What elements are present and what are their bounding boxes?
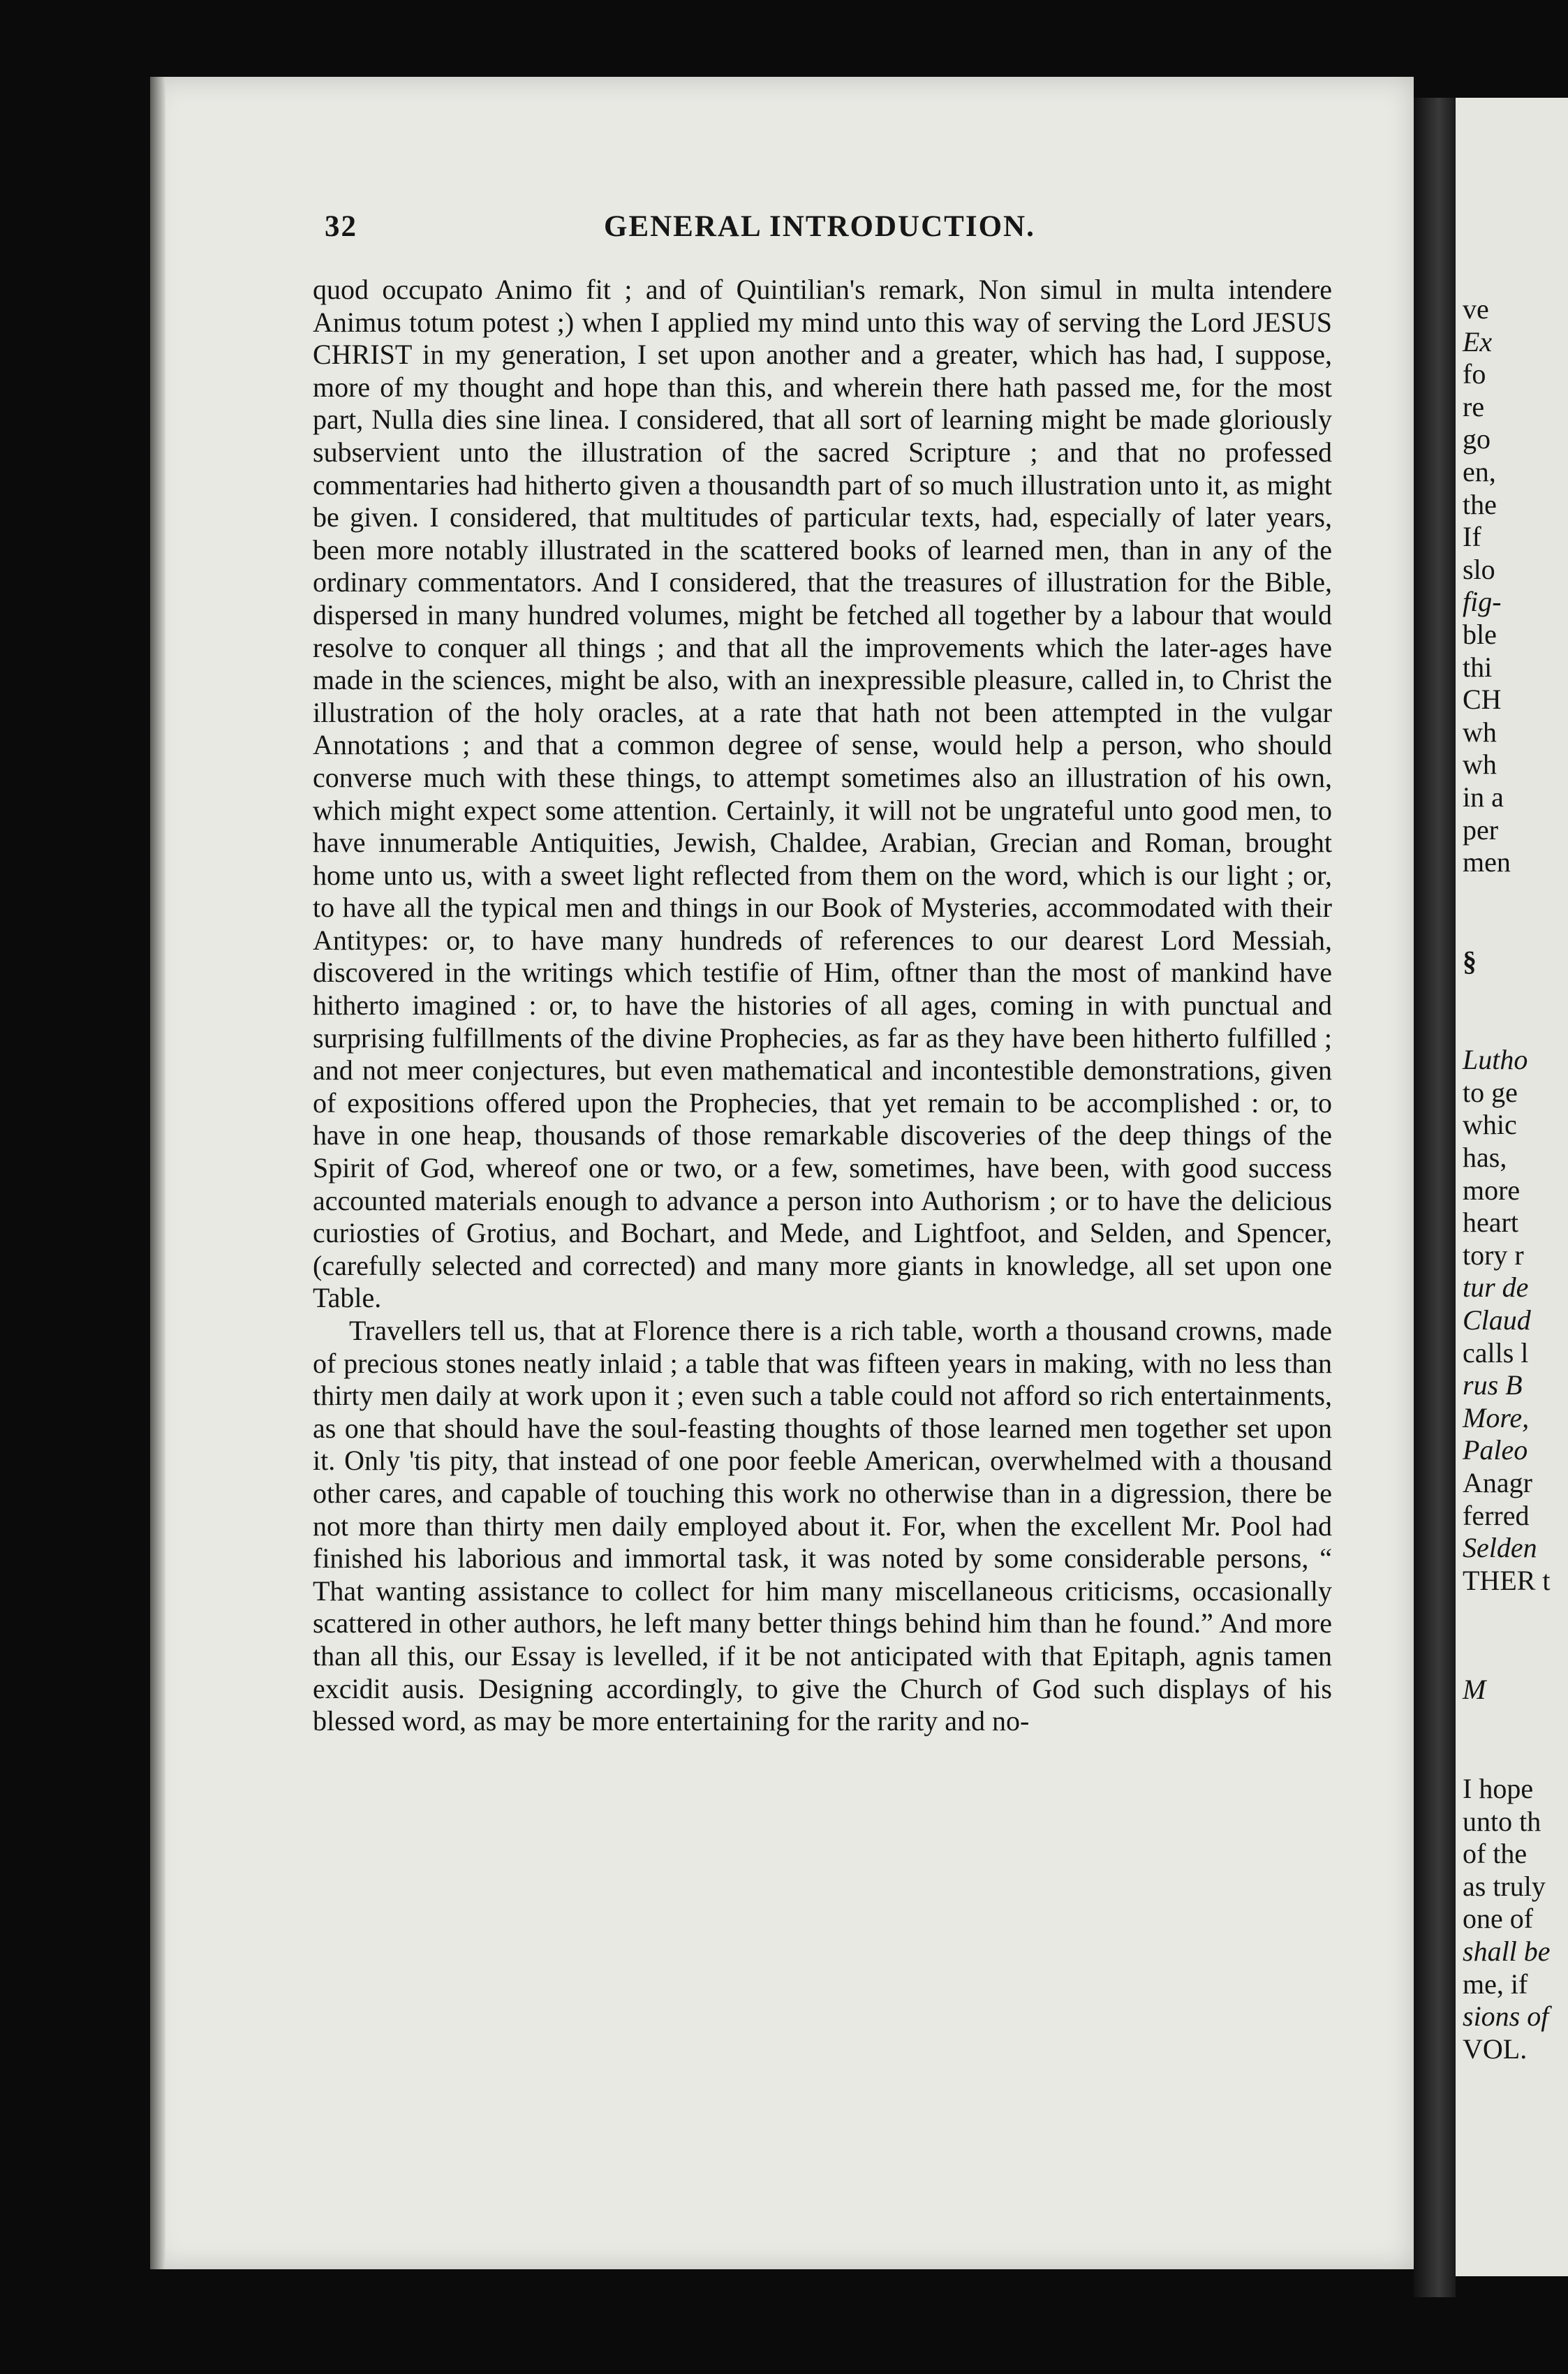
right-line: THER t (1463, 1564, 1551, 1596)
right-line: tur de (1463, 1271, 1529, 1304)
right-line: men (1463, 846, 1511, 878)
right-line: Claud (1463, 1304, 1531, 1336)
right-line: VOL. (1463, 2033, 1528, 2065)
right-line: in a (1463, 781, 1504, 813)
right-line: If (1463, 521, 1481, 553)
running-title: GENERAL INTRODUCTION. (604, 210, 1035, 243)
running-header (175, 209, 1319, 265)
right-line: per (1463, 813, 1499, 846)
right-line: one of (1463, 1903, 1534, 1935)
right-line: ferred (1463, 1499, 1530, 1531)
right-line: thi (1463, 651, 1493, 683)
right-line: Anagr (1463, 1467, 1532, 1498)
right-line: Selden (1463, 1532, 1537, 1564)
spacer (1456, 978, 1568, 1044)
right-line: wh (1463, 716, 1497, 748)
right-line: tory r (1463, 1239, 1524, 1271)
right-line: as truly (1463, 1870, 1546, 1902)
right-line: unto th (1463, 1805, 1541, 1837)
right-line: CH (1463, 684, 1502, 716)
right-line: ble (1463, 618, 1497, 650)
spacer (1456, 1706, 1568, 1773)
right-line: fo (1463, 358, 1486, 390)
right-line: ve (1463, 293, 1489, 325)
right-line: to ge (1463, 1076, 1518, 1108)
body-paragraph: quod occupato Animo fit ; and of Quintilian's remark, Non simul in multa intendere Animus totum potest ;) when I applied my mind unto this way of serving the Lord JESUS CHRIST in my generation, I set upon another and a greater, which has had, I suppose, more of my thought and hope than this, and wherein there hath passed me, for the most part, Nulla dies sine linea. I considered, that all sort of learning might be made gloriously subservient unto the illustration of the sacred Scripture ; and that no professed commentaries had hitherto given a thousandth part of so much illustration unto it, as might be given. I considered, that multitudes of particular texts, had, especially of later years, been more notably illustrated in the scattered books of learned men, than in any of the ordinary commentators. And I considered, that the treasures of illustration for the Bible, dispersed in many hundred volumes, might be fetched all together by a labour that would resolve to conquer all things ; and that all the improvements which the later-ages have made in the sciences, might be also, with an inexpressible pleasure, called in, to Christ the illustration of the holy oracles, at a rate that hath not been attempted in the vulgar Annotations ; and that a common degree of sense, would help a person, who should converse much with these things, to attempt sometimes also an illustration of his own, which might expect some attention. Certainly, it will not be ungrateful unto good men, to have innumerable Antiquities, Jewish, Chaldee, Arabian, Grecian and Roman, brought home unto us, with a sweet light reflected from them on the word, which is our light ; or, to have all the typical men and things in our Book of Mysteries, accommodated with their Antitypes: or, to have many hundreds of references to our dearest Lord Messiah, discovered in the writings which testifie of Him, oftner than the most of mankind have hitherto imagined : or, to have the histories of all ages, coming in with punctual and surprising fulfillments of the divine Prophecies, as far as they have been hitherto fulfilled ; and not meer conjectures, but even mathematical and incontestible demonstrations, given of expositions offered upon the Prophecies, that yet remain to be accomplished : or, to have in one heap, thousands of those remarkable discoveries of the deep things of the Spirit of God, whereof one or two, or a few, sometimes, have been, with good success accounted materials enough to advance a person into Authorism ; or to have the delicious curiosties of Grotius, and Bochart, and Mede, and Lightfoot, and Selden, and Spencer, (carefully selected and corrected) and many more giants in knowledge, all set upon one Table. (313, 274, 1332, 1314)
right-line: whic (1463, 1109, 1517, 1141)
right-page (1456, 98, 1568, 2276)
right-line: of the (1463, 1838, 1528, 1870)
right-line: shall be (1463, 1935, 1551, 1967)
right-line: rus B (1463, 1369, 1523, 1401)
spacer (1456, 879, 1568, 945)
section-mark: § (1463, 945, 1477, 977)
right-line: heart (1463, 1207, 1518, 1239)
page-number: 32 (325, 210, 357, 243)
right-page-text (1456, 293, 1568, 2065)
right-line: go (1463, 423, 1491, 455)
right-line: slo (1463, 553, 1495, 585)
right-line: the (1463, 488, 1497, 520)
right-line: Ex (1463, 325, 1493, 357)
right-line: en, (1463, 455, 1496, 487)
right-line: re (1463, 390, 1485, 422)
right-line: more (1463, 1174, 1521, 1206)
right-line: Lutho (1463, 1044, 1528, 1076)
right-line: fig- (1463, 586, 1502, 618)
right-line: me, if (1463, 1968, 1528, 2000)
body-text (313, 274, 1332, 1738)
right-line: calls l (1463, 1336, 1529, 1369)
spacer (1456, 1597, 1568, 1674)
section-heading-fragment: M (1463, 1674, 1486, 1706)
right-line: wh (1463, 749, 1497, 781)
right-line: sions of (1463, 2000, 1549, 2033)
book-gutter (1414, 98, 1456, 2297)
right-line: I hope (1463, 1772, 1534, 1804)
right-line: has, (1463, 1142, 1507, 1174)
right-line: More, (1463, 1401, 1530, 1433)
body-paragraph: Travellers tell us, that at Florence there is a rich table, worth a thousand crowns, made of precious stones neatly inlaid ; a table that was fifteen years in making, with no less than thirty men daily at work upon it ; even such a table could not afford so rich entertainments, as one that should have the soul-feasting thoughts of those learned men together set upon it. Only 'tis pity, that instead of one poor feeble American, overwhelmed with a thousand other cares, and capable of touching this work no otherwise than in a digression, there be not more than thirty men daily employed about it. For, when the excellent Mr. Pool had finished his laborious and immortal task, it was noted by some considerable persons, “ That wanting assistance to collect for him many miscellaneous criticisms, occasionally scattered in other authors, he left many better things behind him than he found.” And more than all this, our Essay is levelled, if it be not anticipated with that Epitaph, agnis tamen excidit ausis. Designing accordingly, to give the Church of God such displays of his blessed word, as may be more entertaining for the rarity and no- (313, 1315, 1332, 1737)
right-line: Paleo (1463, 1434, 1528, 1466)
